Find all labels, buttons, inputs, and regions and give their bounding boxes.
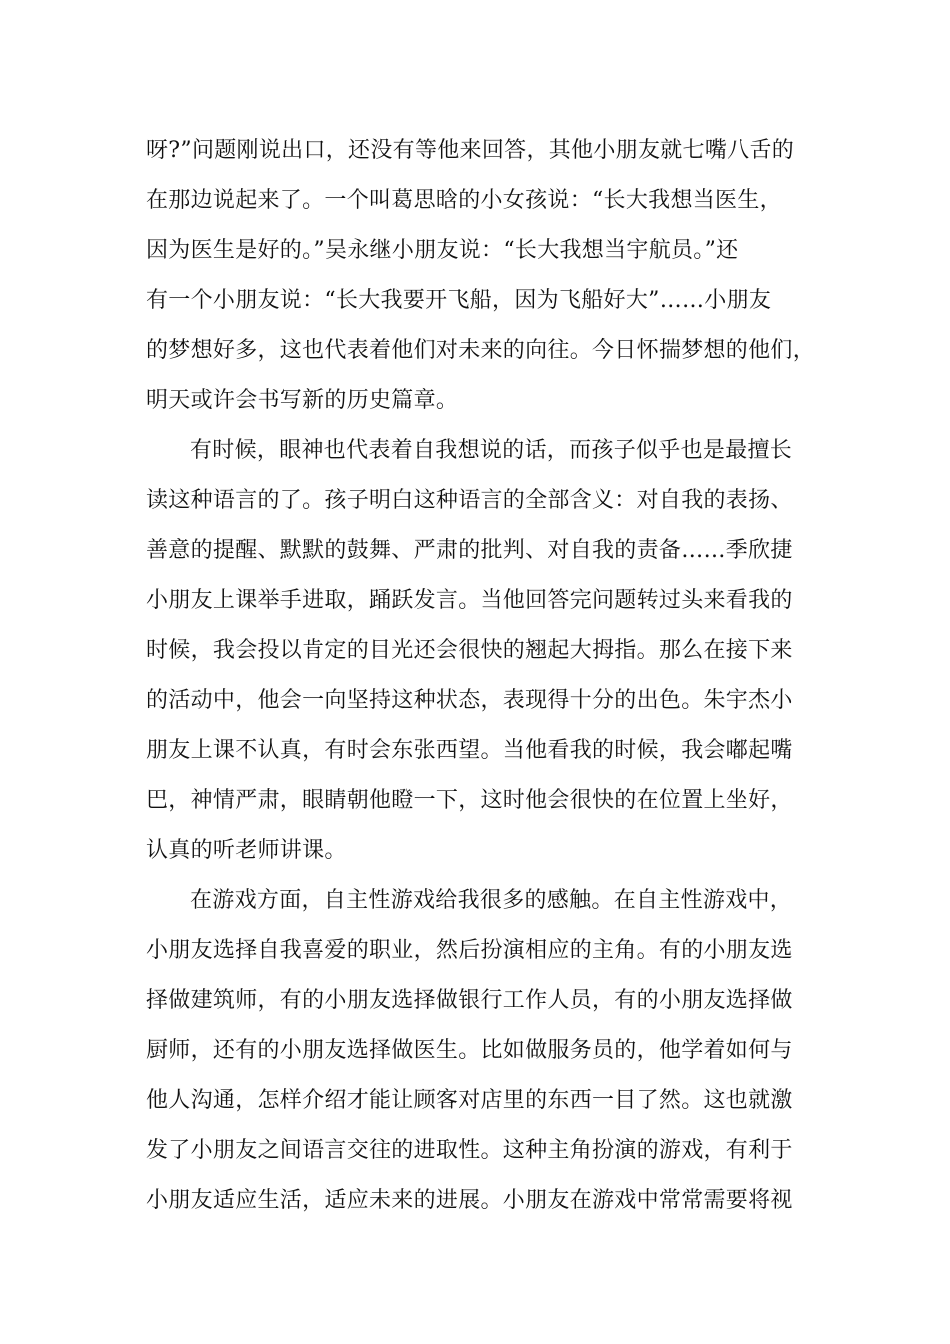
text-line: 认真的听老师讲课。 [146,838,347,863]
text-line: 有一个小朋友说：“长大我要开飞船，因为飞船好大”……小朋友 [146,288,772,313]
paragraph-2 [146,426,816,876]
text-line: 因为医生是好的。”吴永继小朋友说：“长大我想当宇航员。”还 [146,238,739,263]
text-line: 发了小朋友之间语言交往的进取性。这种主角扮演的游戏，有利于 [146,1138,793,1163]
text-line: 择做建筑师，有的小朋友选择做银行工作人员，有的小朋友选择做 [146,988,793,1013]
paragraph-3 [146,876,816,1226]
text-line: 有时候，眼神也代表着自我想说的话，而孩子似乎也是最擅长 [190,438,793,463]
text-line: 小朋友上课举手进取，踊跃发言。当他回答完问题转过头来看我的 [146,588,793,613]
text-line: 呀?”问题刚说出口，还没有等他来回答，其他小朋友就七嘴八舌的 [146,138,795,163]
text-line: 时候，我会投以肯定的目光还会很快的翘起大拇指。那么在接下来 [146,638,793,663]
text-line: 的梦想好多，这也代表着他们对未来的向往。今日怀揣梦想的他们， [146,338,816,363]
text-line: 读这种语言的了。孩子明白这种语言的全部含义：对自我的表扬、 [146,488,793,513]
text-line: 在那边说起来了。一个叫葛思晗的小女孩说：“长大我想当医生， [146,188,782,213]
text-line: 朋友上课不认真，有时会东张西望。当他看我的时候，我会嘟起嘴 [146,738,793,763]
paragraph-1 [146,126,816,426]
text-line: 善意的提醒、默默的鼓舞、严肃的批判、对自我的责备……季欣捷 [146,538,793,563]
body-text [146,126,816,1226]
text-line: 巴，神情严肃，眼睛朝他瞪一下，这时他会很快的在位置上坐好， [146,788,793,813]
text-line: 厨师，还有的小朋友选择做医生。比如做服务员的，他学着如何与 [146,1038,793,1063]
text-line: 他人沟通，怎样介绍才能让顾客对店里的东西一目了然。这也就激 [146,1088,793,1113]
text-line: 小朋友选择自我喜爱的职业，然后扮演相应的主角。有的小朋友选 [146,938,793,963]
text-line: 在游戏方面，自主性游戏给我很多的感触。在自主性游戏中， [190,888,793,913]
text-line: 明天或许会书写新的历史篇章。 [146,388,459,413]
text-line: 小朋友适应生活，适应未来的进展。小朋友在游戏中常常需要将视 [146,1188,793,1213]
text-line: 的活动中，他会一向坚持这种状态，表现得十分的出色。朱宇杰小 [146,688,793,713]
